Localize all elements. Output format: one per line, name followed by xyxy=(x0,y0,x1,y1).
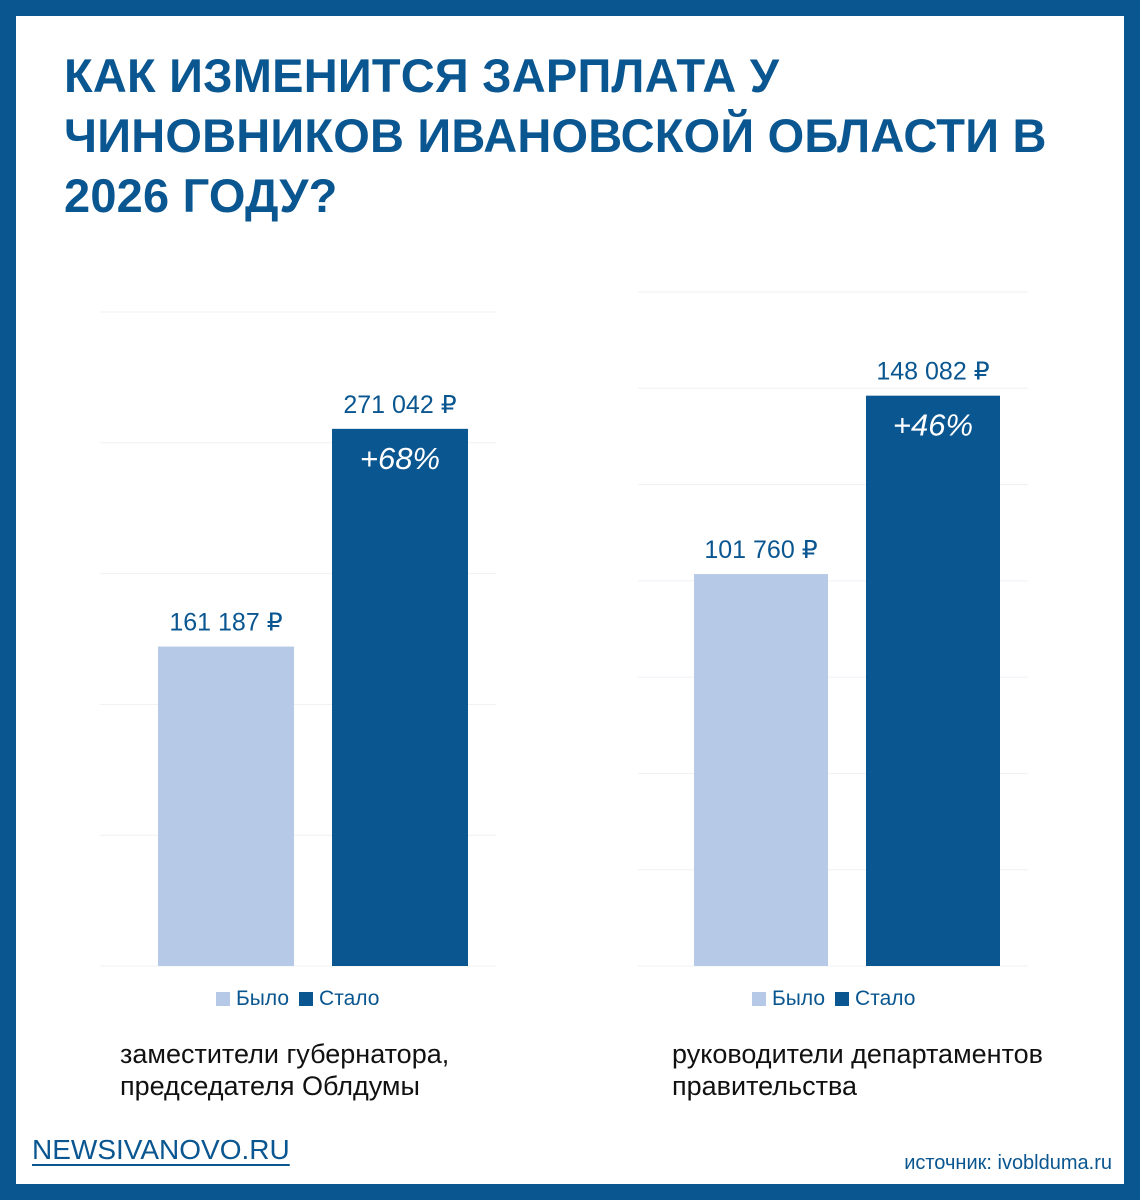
source-text: источник: ivoblduma.ru xyxy=(904,1152,1112,1174)
legend-label-after: Стало xyxy=(855,987,916,1010)
legend-item-after xyxy=(835,987,915,1011)
bar-before xyxy=(694,574,828,966)
value-label: 161 187 ₽ xyxy=(169,608,283,637)
bar-after xyxy=(332,429,468,966)
chart-deputy-governors-svg xyxy=(100,246,496,986)
site-link[interactable]: NEWSIVANOVO.RU xyxy=(32,1134,290,1165)
legend-swatch-after xyxy=(299,992,313,1006)
value-label: 101 760 ₽ xyxy=(704,536,818,565)
legend-item-before xyxy=(752,987,825,1011)
value-label: 148 082 ₽ xyxy=(876,357,990,386)
chart-department-heads xyxy=(638,246,1028,986)
legend-label-before: Было xyxy=(236,987,290,1010)
value-label: 271 042 ₽ xyxy=(343,390,457,419)
legend-item-before xyxy=(216,987,289,1011)
bar-after xyxy=(866,396,1000,966)
percent-change-label: +46% xyxy=(892,407,974,443)
legend-label-before: Было xyxy=(772,987,826,1010)
page-title: КАК ИЗМЕНИТСЯ ЗАРПЛАТА У ЧИНОВНИКОВ ИВАНОВСКОЙ ОБЛАСТИ В 2026 ГОДУ? xyxy=(64,49,1047,222)
legend-chart-1 xyxy=(216,984,379,1014)
bar-before xyxy=(158,647,294,966)
legend-item-after xyxy=(299,987,379,1011)
legend-swatch-after xyxy=(835,992,849,1006)
infographic-card xyxy=(16,16,1124,1184)
legend-swatch-before xyxy=(752,992,766,1006)
caption-chart-2: руководители департаментов правительства xyxy=(672,1039,1043,1101)
chart-department-heads-svg xyxy=(638,246,1028,986)
legend-swatch-before xyxy=(216,992,230,1006)
chart-deputy-governors xyxy=(100,246,496,986)
caption-chart-1: заместители губернатора, председателя Облдумы xyxy=(120,1039,450,1101)
legend-chart-2 xyxy=(752,984,915,1014)
percent-change-label: +68% xyxy=(359,440,441,476)
legend-label-after: Стало xyxy=(319,987,380,1010)
